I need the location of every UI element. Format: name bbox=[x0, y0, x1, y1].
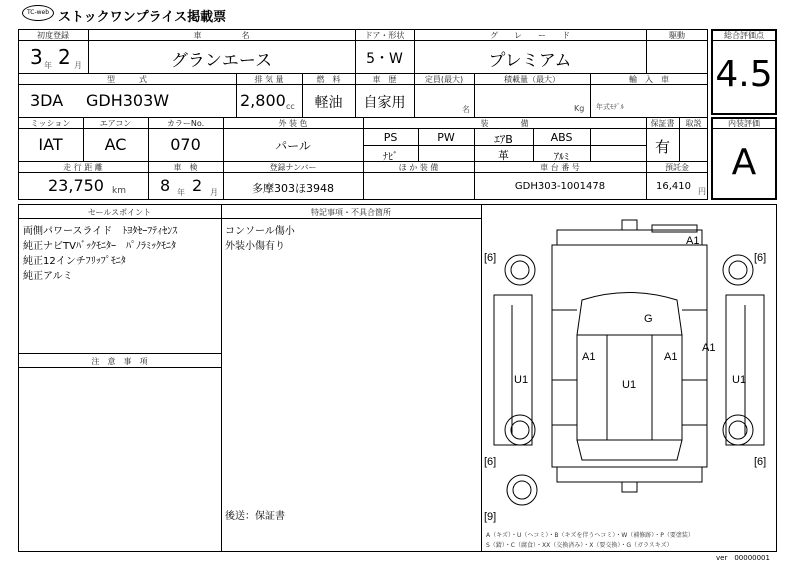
tire-mark-4: [6] bbox=[754, 456, 767, 468]
label-plate: 登録ナンバー bbox=[269, 163, 317, 172]
label-aircon: エアコン bbox=[99, 119, 132, 128]
tire-mark-3: [6] bbox=[484, 456, 497, 468]
inspection-month-unit: 月 bbox=[210, 188, 218, 197]
damage-mark-5: A1 bbox=[702, 342, 716, 354]
import-note: 年式ﾓﾃﾞﾙ bbox=[596, 103, 624, 111]
label-manual: 取説 bbox=[685, 119, 702, 128]
label-first-reg: 初度登録 bbox=[37, 31, 69, 40]
body-outline bbox=[552, 245, 707, 467]
equip-abs: ABS bbox=[550, 131, 573, 144]
cc-unit: cc bbox=[286, 102, 295, 111]
damage-mark-4: A1 bbox=[664, 351, 678, 363]
warranty: 有 bbox=[654, 138, 670, 156]
equip-pw: PW bbox=[437, 131, 455, 144]
label-drive: 駆動 bbox=[669, 31, 685, 40]
label-ext-color: 外 装 色 bbox=[278, 119, 308, 128]
label-load: 積載量（最大） bbox=[504, 75, 560, 84]
equip-alloy: ｱﾙﾐ bbox=[554, 152, 569, 163]
label-displacement: 排 気 量 bbox=[254, 75, 284, 84]
sales-point-3: 純正12インチﾌﾘｯﾌﾟﾓﾆﾀ bbox=[23, 256, 126, 267]
inspection-year: 8 bbox=[160, 176, 171, 195]
wheel-front-left bbox=[505, 255, 535, 285]
interior-score: A bbox=[731, 142, 757, 183]
label-chassis: 車 台 番 号 bbox=[540, 163, 580, 172]
damage-mark-6: U1 bbox=[514, 374, 529, 386]
wheel-rear-left bbox=[505, 415, 535, 445]
label-car-name: 車 名 bbox=[193, 31, 250, 40]
windshield bbox=[577, 293, 682, 336]
label-model: 型 式 bbox=[107, 75, 147, 84]
first-reg-year: 3 bbox=[30, 45, 43, 69]
label-interior-score: 内装評価 bbox=[728, 119, 760, 128]
rear-bumper bbox=[557, 467, 702, 482]
model-prefix: 3DA bbox=[30, 91, 64, 110]
door-shape: 5・W bbox=[366, 51, 403, 67]
mileage: 23,750 bbox=[48, 176, 104, 195]
label-price: 預託金 bbox=[665, 163, 689, 172]
capacity-unit: 名 bbox=[462, 105, 470, 114]
note-2: 外装小傷有り bbox=[225, 241, 285, 252]
transmission: IAT bbox=[38, 135, 63, 154]
equip-airbag: ｴｱB bbox=[494, 133, 513, 146]
page-title: ストックワンプライス掲載票 bbox=[58, 10, 227, 25]
sales-point-2: 純正ナビTVﾊﾞｯｸﾓﾆﾀｰ ﾊﾟﾉﾗﾐｯｸﾓﾆﾀ bbox=[23, 241, 176, 252]
load-unit: Kg bbox=[574, 104, 585, 113]
tire-mark-2: [6] bbox=[754, 252, 767, 264]
inspection-year-unit: 年 bbox=[177, 188, 185, 197]
version: ver 00000001 bbox=[716, 554, 770, 562]
aircon: AC bbox=[104, 135, 127, 154]
legend-line-1: A（キズ）・U（ヘコミ）・B（キズを伴うヘコミ）・W（補修跡）・P（要塗装） bbox=[486, 532, 694, 539]
logo bbox=[22, 5, 54, 21]
overall-score: 4.5 bbox=[715, 54, 773, 95]
fuel: 軽油 bbox=[314, 95, 343, 111]
label-grade: グ レ ー ド bbox=[490, 31, 570, 40]
label-notes: 特記事項・不具合箇所 bbox=[311, 208, 391, 217]
tire-mark-1: [6] bbox=[484, 252, 497, 264]
label-capacity: 定員(最大) bbox=[424, 75, 464, 84]
damage-mark-7: U1 bbox=[622, 379, 637, 391]
note-bottom: 後送：保証書 bbox=[225, 511, 285, 522]
label-sales-points: セールスポイント bbox=[87, 208, 152, 217]
grade: プレミアム bbox=[488, 51, 572, 71]
price: 16,410 bbox=[656, 181, 691, 192]
wheel-front-right bbox=[723, 255, 753, 285]
car-name: グランエース bbox=[170, 51, 273, 71]
note-1: コンソール傷小 bbox=[225, 226, 295, 237]
label-import: 輸 入 車 bbox=[629, 75, 669, 84]
plate-number: 多摩303ほ3948 bbox=[252, 182, 334, 195]
ext-color: パール bbox=[275, 139, 311, 153]
inspection-month: 2 bbox=[192, 176, 203, 195]
label-caution: 注 意 事 項 bbox=[91, 357, 148, 366]
model-code: GDH303W bbox=[86, 91, 170, 110]
displacement: 2,800 bbox=[240, 91, 286, 110]
label-warranty: 保証書 bbox=[650, 119, 675, 128]
equip-navi: ﾅﾋﾞ bbox=[383, 152, 398, 163]
yen-unit: 円 bbox=[698, 187, 706, 196]
damage-mark-3: A1 bbox=[582, 351, 596, 363]
equip-ps: PS bbox=[383, 131, 398, 144]
damage-mark-2: G bbox=[644, 313, 653, 325]
legend-line-2: S（錆）・C（腐食）・XX（交換済み）・X（要交換）・G（ガラスキズ） bbox=[486, 542, 673, 549]
first-reg-month: 2 bbox=[58, 45, 71, 69]
logo-text: TC-web bbox=[26, 9, 50, 16]
year-unit: 年 bbox=[44, 61, 52, 70]
vehicle-damage-diagram bbox=[482, 205, 776, 551]
label-color-no: カラーNo. bbox=[166, 119, 205, 128]
label-other-equip: ほ か 装 備 bbox=[398, 163, 439, 172]
chassis-number: GDH303-1001478 bbox=[514, 181, 606, 192]
label-mileage: 走 行 距 離 bbox=[63, 163, 103, 172]
vehicle-history: 自家用 bbox=[363, 95, 406, 111]
label-inspection: 車 検 bbox=[173, 163, 198, 172]
tire-mark-5: [9] bbox=[484, 511, 497, 523]
spare-wheel bbox=[507, 475, 537, 505]
label-equipment: 装 備 bbox=[480, 119, 529, 128]
damage-mark-8: U1 bbox=[732, 374, 747, 386]
sales-point-1: 両側パワースライド ﾄﾖﾀｾｰﾌﾃｨｾﾝｽ bbox=[23, 226, 178, 237]
label-door-shape: ドア・形状 bbox=[364, 31, 405, 40]
rear-window bbox=[577, 440, 682, 460]
color-no: 070 bbox=[170, 135, 201, 154]
sales-point-4: 純正アルミ bbox=[23, 271, 73, 282]
label-overall-score: 総合評価点 bbox=[724, 31, 764, 40]
km-unit: km bbox=[112, 186, 126, 196]
wheel-rear-right bbox=[723, 415, 753, 445]
month-unit: 月 bbox=[74, 61, 82, 70]
label-transmission: ミッション bbox=[30, 119, 71, 128]
label-fuel: 燃 料 bbox=[316, 75, 341, 84]
label-history: 車 歴 bbox=[372, 75, 397, 84]
damage-mark-1: A1 bbox=[686, 235, 700, 247]
left-side bbox=[494, 295, 532, 445]
equip-leather: 革 bbox=[498, 149, 509, 162]
